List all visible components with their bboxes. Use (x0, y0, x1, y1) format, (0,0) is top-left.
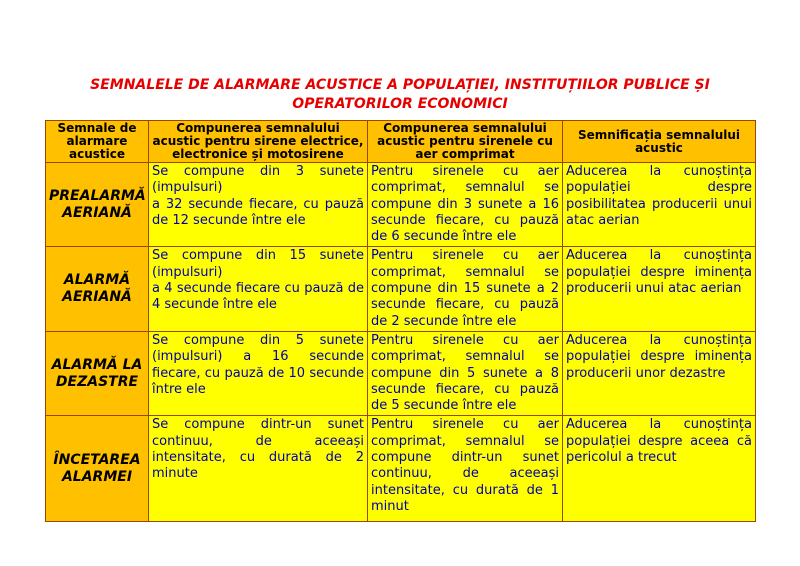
alarm-signals-table (45, 120, 756, 522)
air-sirens-cell (368, 416, 563, 522)
cell-paragraph: Aducerea la cunoștința populației despre aceea că pericolul a trecut (566, 417, 752, 466)
electric-sirens-cell (149, 416, 368, 522)
header-air-sirens: Compunerea semnalului acustic pentru sirenele cu aer comprimat (368, 121, 563, 163)
cell-paragraph: Aducerea la cunoștința populației despre iminența producerii unor dezastre (566, 332, 752, 381)
cell-paragraph: Pentru sirenele cu aer comprimat, semnalul se compune din 5 sunete a 8 secunde fiecare, cu pauză de 5 secunde între ele (371, 332, 559, 414)
signal-name-cell: ALARMĂ AERIANĂ (46, 247, 149, 331)
header-signal-meaning: Semnificația semnalului acustic (563, 121, 756, 163)
cell-paragraph: a 4 secunde fiecare cu pauză de 4 secunde între ele (152, 281, 364, 313)
header-electric-sirens: Compunerea semnalului acustic pentru sirene electrice, electronice și motosirene (149, 121, 368, 163)
cell-paragraph: Aducerea la cunoștința populației despre iminența producerii unui atac aerian (566, 248, 752, 297)
cell-paragraph: Se compune dintr-un sunet continuu, de aceeași intensitate, cu durată de 2 minute (152, 417, 364, 482)
electric-sirens-cell (149, 163, 368, 247)
cell-paragraph: Se compune din 5 sunete (impulsuri) a 16 secunde fiecare, cu pauză de 10 secunde între ele (152, 332, 364, 397)
table-header-row (46, 121, 756, 163)
signal-name-cell: ÎNCETAREA ALARMEI (46, 416, 149, 522)
electric-sirens-cell (149, 247, 368, 331)
cell-paragraph: Se compune din 15 sunete (impulsuri) (152, 248, 364, 280)
cell-paragraph: Pentru sirenele cu aer comprimat, semnalul se compune dintr-un sunet continuu, de aceeași intensitate, cu durată de 1 minut (371, 417, 559, 514)
table-row (46, 416, 756, 522)
air-sirens-cell (368, 247, 563, 331)
air-sirens-cell (368, 163, 563, 247)
signal-meaning-cell (563, 247, 756, 331)
header-signal-name: Semnale de alarmare acustice (46, 121, 149, 163)
signal-meaning-cell (563, 163, 756, 247)
air-sirens-cell (368, 331, 563, 415)
table-row (46, 247, 756, 331)
cell-paragraph: Pentru sirenele cu aer comprimat, semnalul se compune din 15 sunete a 2 secunde fiecare, cu pauză de 2 secunde între ele (371, 248, 559, 329)
signal-meaning-cell (563, 331, 756, 415)
cell-paragraph: Pentru sirenele cu aer comprimat, semnalul se compune din 3 sunete a 16 secunde fiecare, cu pauză de 6 secunde între ele (371, 164, 559, 245)
signal-name-cell: PREALARMĂ AERIANĂ (46, 163, 149, 247)
cell-paragraph: Aducerea la cunoștința populației despre posibilitatea producerii unui atac aerian (566, 164, 752, 228)
signal-meaning-cell (563, 416, 756, 522)
cell-paragraph: Se compune din 3 sunete (impulsuri) (152, 164, 364, 196)
electric-sirens-cell (149, 331, 368, 415)
table-row (46, 163, 756, 247)
signal-name-cell: ALARMĂ LA DEZASTRE (46, 331, 149, 415)
page-title: SEMNALELE DE ALARMARE ACUSTICE A POPULAȚIEI, INSTITUȚIILOR PUBLICE ȘI OPERATORILOR ECONOMICI (90, 77, 710, 112)
cell-paragraph: a 32 secunde fiecare, cu pauză de 12 secunde între ele (152, 196, 364, 228)
table-row (46, 331, 756, 415)
